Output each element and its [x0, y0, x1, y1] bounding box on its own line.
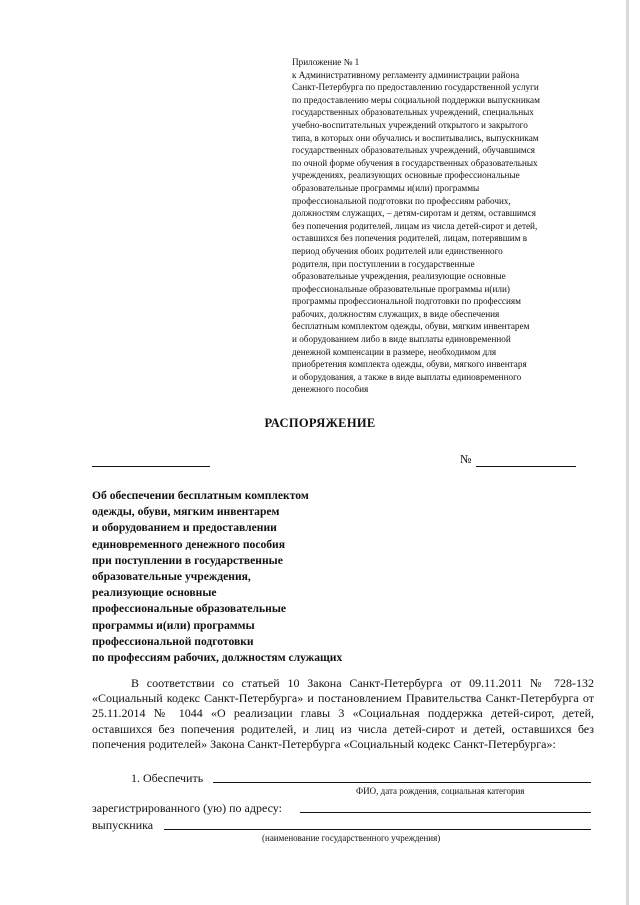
appendix-line: родителя, при поступлении в государственные [292, 258, 475, 269]
appendix-line: к Административному регламенту администрации района [292, 69, 520, 80]
number-blank-line [476, 454, 576, 467]
address-fill-line [300, 800, 591, 813]
appendix-line: учреждениях, реализующих основные профессиональные [292, 170, 520, 181]
page-edge-shadow [626, 0, 629, 905]
appendix-line: образовательные учреждения, реализующие основные [292, 271, 506, 282]
preamble-paragraph [92, 676, 594, 752]
appendix-header [292, 56, 592, 396]
subject-line: программы и(или) программы [92, 618, 255, 632]
subject-line: реализующие основные [92, 586, 217, 600]
subject-line: Об обеспечении бесплатным комплектом [92, 489, 309, 502]
appendix-line: Санкт-Петербурга по предоставлению государственной услуги [292, 82, 539, 93]
subject-line: и оборудованием и предоставлении [92, 521, 277, 535]
order-subject [92, 488, 342, 666]
registered-label: зарегистрированного (ую) по адресу: [92, 801, 282, 815]
appendix-line: типа, в которых они обучались и воспитывались, выпускникам [292, 132, 539, 143]
appendix-line: Приложение № 1 [292, 57, 360, 67]
subject-line: профессиональной подготовки [92, 634, 254, 648]
appendix-line: программы профессиональной подготовки по профессиям [292, 296, 521, 307]
appendix-line: бесплатным комплектом одежды, обуви, мягким инвентарем [292, 321, 530, 332]
subject-line: образовательные учреждения, [92, 570, 251, 584]
appendix-line: денежного пособия [292, 384, 369, 395]
appendix-line: период обучения обоих родителей или единственного [292, 245, 503, 256]
subject-line: по профессиям рабочих, должностям служащих [92, 651, 343, 665]
date-blank-line [92, 454, 210, 467]
appendix-line: государственных образовательных учреждений, обучавшимся [292, 145, 536, 156]
subject-line: одежды, обуви, мягким инвентарем [92, 505, 280, 519]
graduate-label: выпускника [92, 818, 154, 832]
appendix-line: учебно-воспитательных учреждений открытого и закрытого [292, 119, 528, 130]
caption-institution: (наименование государственного учреждения) [262, 833, 441, 843]
subject-line: единовременного денежного пособия [92, 537, 286, 551]
appendix-line: профессиональной подготовки по профессиям рабочих, [292, 195, 511, 206]
number-sign: № [460, 452, 472, 466]
caption-fio: ФИО, дата рождения, социальная категория [356, 786, 525, 796]
item1-fill-line [213, 770, 591, 783]
appendix-line: рабочих, должностям служащих, в виде обеспечения [292, 308, 500, 319]
appendix-line: и оборудования, а также в виде выплаты единовременного [292, 371, 522, 382]
appendix-line: денежной компенсации в размере, необходимом для [292, 346, 497, 357]
document-title: РАСПОРЯЖЕНИЕ [264, 416, 376, 430]
preamble-text: В соответствии со статьей 10 Закона Санкт-Петербурга от 09.11.2011 № 728-132 «Социальный кодекс Санкт-Петербурга» и постановлением Правительства Санкт-Петербурга от 25.11.2014 № 1044 «О реализации главы 3 «Социальная поддержка детей-сирот, детей, оставшихся без попечения родителей, и лиц из числа детей-сирот и детей, оставшихся без попечения родителей» Закона Санкт-Петербурга «Социальный кодекс Санкт-Петербурга»: [92, 676, 594, 751]
subject-line: профессиональные образовательные [92, 602, 287, 616]
item1-label: 1. Обеспечить [131, 771, 204, 785]
institution-fill-line [164, 817, 591, 830]
appendix-line: по предоставлению меры социальной поддержки выпускникам [292, 94, 540, 105]
appendix-line: образовательные программы и(или) программы [292, 182, 480, 193]
appendix-line: по очной форме обучения в государственных образовательных [292, 157, 538, 168]
appendix-line: приобретения комплекта одежды, обуви, мягкого инвентаря [292, 359, 527, 370]
subject-line: при поступлении в государственные [92, 553, 283, 567]
appendix-line: без попечения родителей, лицам из числа детей-сирот и детей, [292, 220, 538, 231]
appendix-line: должностям служащих, – детям-сиротам и детям, оставшимся [292, 208, 536, 219]
appendix-line: оставшихся без попечения родителей, лицам, потерявшим в [292, 233, 528, 244]
appendix-line: и оборудованием либо в виде выплаты единовременной [292, 334, 511, 345]
appendix-line: государственных образовательных учреждений, специальных [292, 107, 534, 118]
appendix-line: профессиональные образовательные программы и(или) [292, 283, 510, 294]
